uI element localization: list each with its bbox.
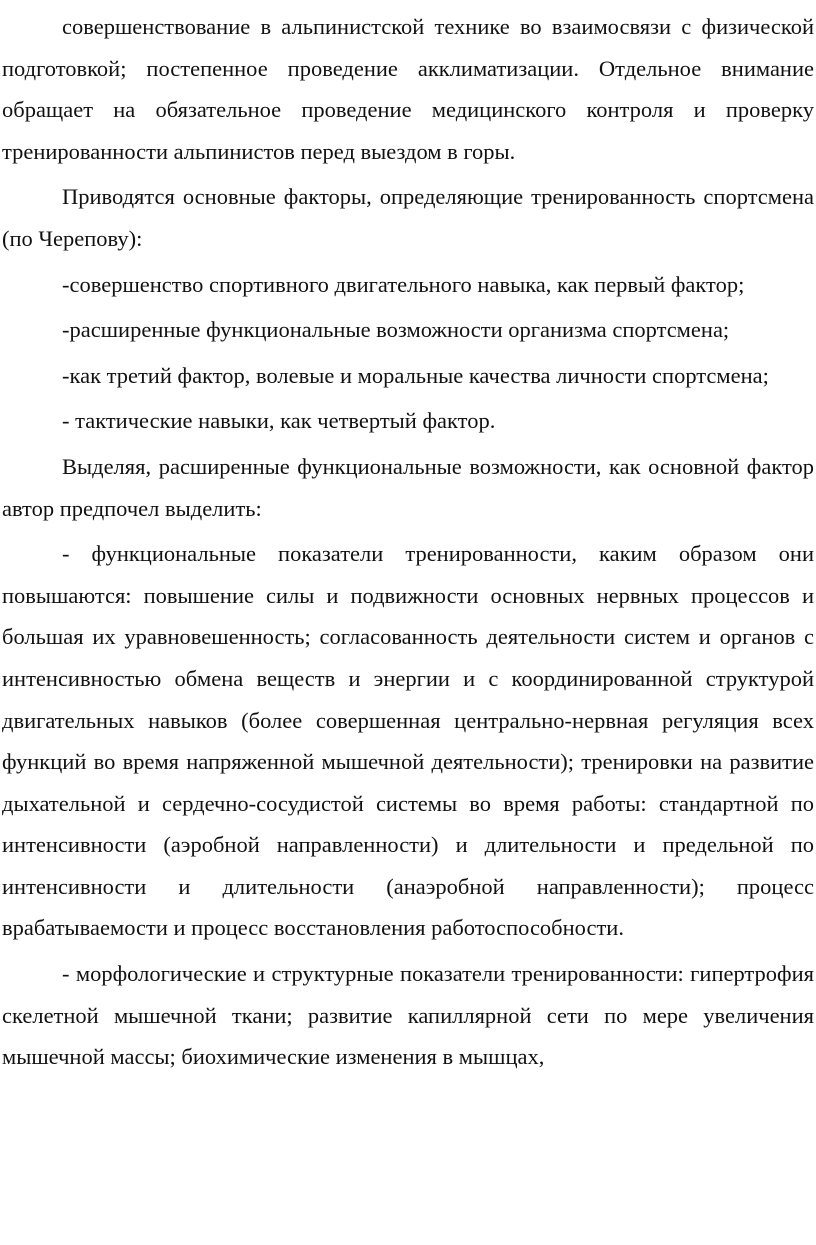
list-item-factor-3: -как третий фактор, волевые и моральные качества личности спортсмена;	[62, 362, 769, 388]
list-item-factor-4: - тактические навыки, как четвертый фактор.	[62, 408, 496, 434]
paragraph-functional-indicators: - функциональные показатели тренированности, каким образом они повышаются: повышение силы и подвижности основных нервных процессов и большая их уравновешенность; согласованность деятельности систем и органов с интенсивностью обмена веществ и энергии и с координированной структурой двигательных навыков (более совершенная центрально-нервная регуляция всех функций во время напряженной мышечной деятельности); тренировки на развитие дыхательной и сердечно-сосудистой системы во время работы: стандартной по интенсивности (аэробной направленности) и длительности и предельной по интенсивности и длительности (анаэробной направленности); процесс врабатываемости и процесс восстановления работоспособности.	[2, 541, 814, 941]
paragraph-continuation: совершенствование в альпинистской технике во взаимосвязи с физической подготовкой; постепенное проведение акклиматизации. Отдельное внимание обращает на обязательное проведение медицинского контроля и проверку тренированности альпинистов перед выездом в горы.	[2, 14, 814, 164]
paragraph-morphological-indicators: - морфологические и структурные показатели тренированности: гипертрофия скелетной мышечной ткани; развитие капиллярной сети по мере увеличения мышечной массы; биохимические изменения в мышцах,	[2, 961, 814, 1070]
list-item-factor-1: -совершенство спортивного двигательного навыка, как первый фактор;	[62, 271, 745, 297]
paragraph-factors-intro: Приводятся основные факторы, определяющие тренированность спортсмена (по Черепову):	[2, 184, 814, 251]
list-item-factor-2: -расширенные функциональные возможности организма спортсмена;	[62, 317, 730, 343]
paragraph-author-choice: Выделяя, расширенные функциональные возможности, как основной фактор автор предпочел выделить:	[2, 453, 814, 521]
